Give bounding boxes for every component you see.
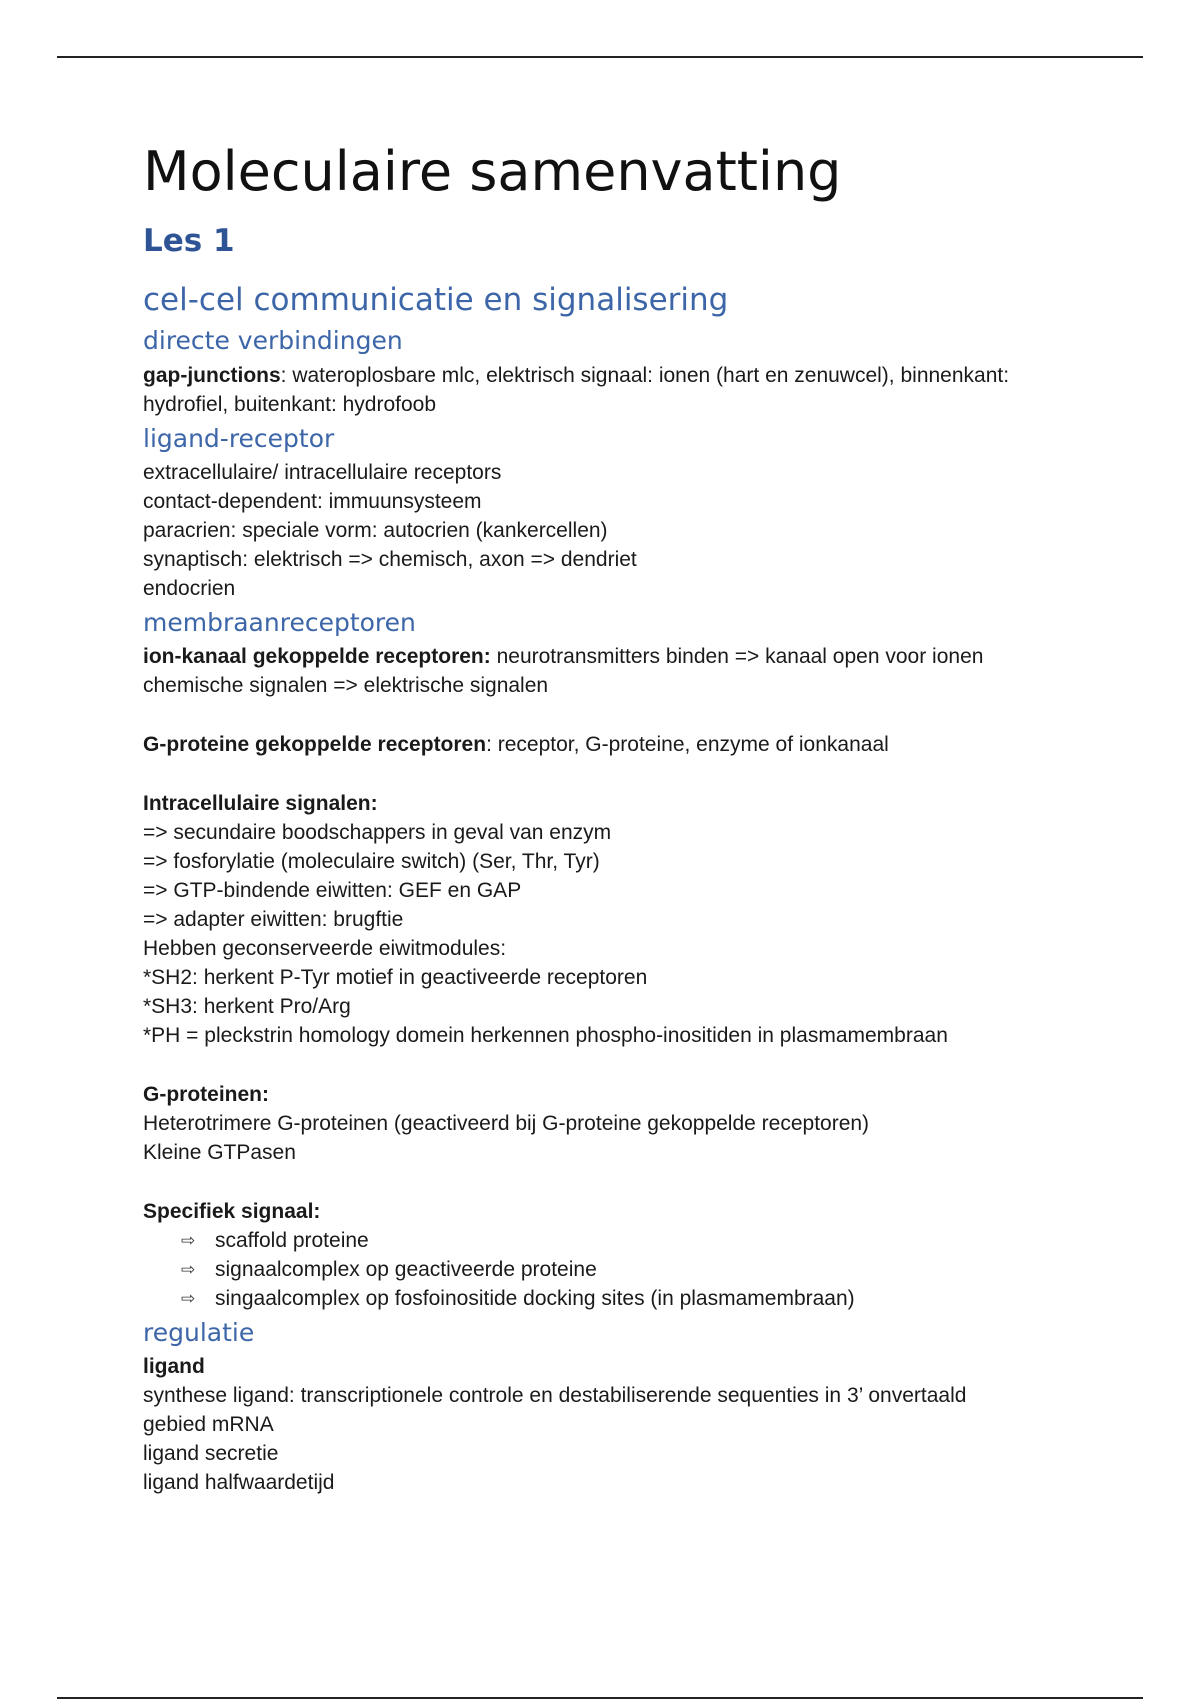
regulatie-line: ligand halfwaardetijd: [143, 1471, 335, 1495]
regulatie-line: synthese ligand: transcriptionele controle en destabiliserende sequenties in 3’ onvertaald: [143, 1384, 967, 1408]
regulatie-line: ligand secretie: [143, 1442, 279, 1466]
list-item-text: singaalcomplex op fosfoinositide docking sites (in plasmamembraan): [215, 1287, 855, 1311]
gap-junctions-line2: hydrofiel, buitenkant: hydrofoob: [143, 392, 437, 416]
ligand-line: endocrien: [143, 576, 236, 600]
document-page: [143, 130, 1083, 1497]
intracellular-line: *SH2: herkent P-Tyr motief in geactiveerde receptoren: [143, 966, 648, 990]
ligand-line: paracrien: speciale vorm: autocrien (kankercellen): [143, 518, 608, 542]
specific-signal-list: [143, 1226, 1083, 1313]
intracellular-heading-text: Intracellulaire signalen:: [143, 792, 378, 816]
intracellular-heading: [143, 789, 1083, 818]
heading-les-1: Les 1: [143, 223, 235, 260]
ligand-line: contact-dependent: immuunsysteem: [143, 489, 482, 513]
gap-junctions-text: : wateroplosbare mlc, elektrisch signaal: ionen (hart en zenuwcel), binnenkant:: [280, 363, 1010, 387]
arrow-right-icon: ⇨: [181, 1260, 196, 1280]
regulatie-sub-text: ligand: [143, 1355, 205, 1379]
gpcr-paragraph: [143, 730, 1083, 759]
list-item: [181, 1284, 1083, 1313]
intracellular-line: Hebben geconserveerde eiwitmodules:: [143, 937, 507, 961]
intracellular-line: => GTP-bindende eiwitten: GEF en GAP: [143, 879, 522, 903]
gpcr-term: G-proteine gekoppelde receptoren: [143, 733, 487, 757]
heading-ligand-receptor: ligand-receptor: [143, 423, 335, 453]
specific-signal-heading: [143, 1197, 1083, 1226]
ion-channel-paragraph: [143, 642, 1083, 671]
list-item-text: signaalcomplex op geactiveerde proteine: [215, 1258, 597, 1282]
heading-membraanreceptoren: membraanreceptoren: [143, 607, 416, 637]
gap-junctions-term: gap-junctions: [143, 363, 281, 387]
intracellular-line: *SH3: herkent Pro/Arg: [143, 995, 351, 1019]
intracellular-line: => fosforylatie (moleculaire switch) (Ser, Thr, Tyr): [143, 850, 600, 874]
specific-signal-heading-text: Specifiek signaal:: [143, 1200, 321, 1224]
regulatie-line: gebied mRNA: [143, 1413, 274, 1437]
list-item: [181, 1255, 1083, 1284]
regulatie-sub: [143, 1352, 1083, 1381]
intracellular-line: => adapter eiwitten: brugftie: [143, 908, 404, 932]
heading-section: cel-cel communicatie en signalisering: [143, 281, 729, 318]
ligand-line: synaptisch: elektrisch => chemisch, axon => dendriet: [143, 547, 637, 571]
gap-junctions-paragraph: [143, 361, 1083, 390]
g-proteins-heading-text: G-proteinen:: [143, 1083, 269, 1107]
ion-channel-text: neurotransmitters binden => kanaal open voor ionen: [490, 645, 984, 669]
ion-channel-term: ion-kanaal gekoppelde receptoren:: [143, 645, 491, 669]
ion-channel-line2: chemische signalen => elektrische signalen: [143, 674, 549, 698]
arrow-right-icon: ⇨: [181, 1289, 196, 1309]
g-proteins-line: Heterotrimere G-proteinen (geactiveerd bij G-proteine gekoppelde receptoren): [143, 1112, 870, 1136]
g-proteins-heading: [143, 1080, 1083, 1109]
list-item-text: scaffold proteine: [215, 1229, 369, 1253]
heading-directe-verbindingen: directe verbindingen: [143, 326, 403, 356]
g-proteins-line: Kleine GTPasen: [143, 1141, 296, 1165]
intracellular-line: *PH = pleckstrin homology domein herkennen phospho-inositiden in plasmamembraan: [143, 1024, 948, 1048]
heading-regulatie: regulatie: [143, 1318, 255, 1348]
intracellular-line: => secundaire boodschappers in geval van enzym: [143, 821, 612, 845]
gpcr-text: : receptor, G-proteine, enzyme of ionkanaal: [486, 733, 889, 757]
arrow-right-icon: ⇨: [181, 1231, 196, 1251]
top-rule: [57, 56, 1143, 58]
ligand-line: extracellulaire/ intracellulaire receptors: [143, 460, 502, 484]
document-title: Moleculaire samenvatting: [143, 140, 842, 203]
bottom-rule: [57, 1697, 1143, 1699]
list-item: [181, 1226, 1083, 1255]
